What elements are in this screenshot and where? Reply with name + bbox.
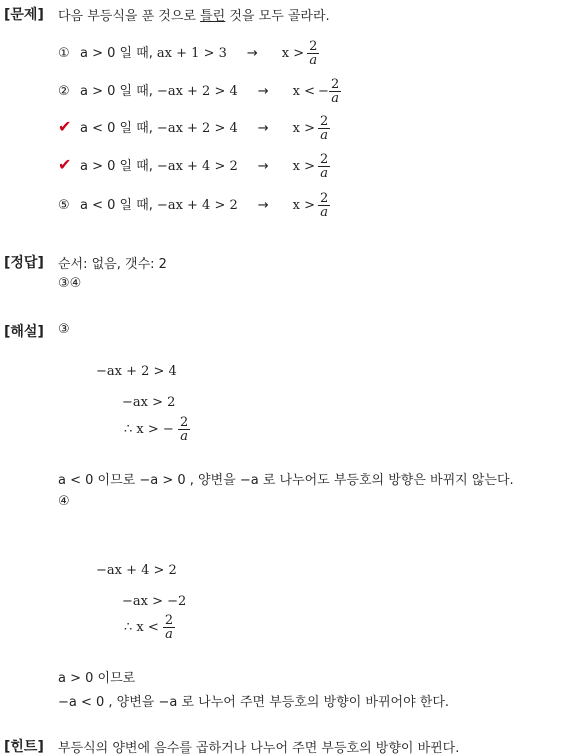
option-marker: ② <box>58 84 70 99</box>
option-inequality: −ax + 4 > 2 <box>156 159 238 174</box>
arrow-icon: → <box>257 121 269 136</box>
part1-step-2: −ax > 2 <box>122 395 176 410</box>
part2-note-1: a > 0 이므로 <box>58 671 136 686</box>
part2-step-3 <box>124 614 175 641</box>
option-inequality: −ax + 2 > 4 <box>156 121 238 136</box>
arrow-icon: → <box>246 46 258 61</box>
fraction-numerator: 2 <box>330 77 340 92</box>
option-inequality: ax + 1 > 3 <box>156 46 227 61</box>
arrow-icon: → <box>257 159 269 174</box>
option-row <box>58 115 330 142</box>
problem-label: [문제] <box>4 7 44 23</box>
answer-line-1: 순서: 없음, 갯수: 2 <box>58 257 167 272</box>
option-result-lhs: x > <box>292 198 316 213</box>
fraction-denominator: a <box>163 627 175 641</box>
part1-note: a < 0 이므로 −a > 0 , 양변을 −a 로 나누어도 부등호의 방향은 바뀌지 않는다. <box>58 473 514 488</box>
option-row <box>58 153 330 180</box>
fraction-denominator: a <box>307 53 319 67</box>
option-condition: a < 0 일 때, <box>80 198 153 213</box>
explanation-part1-marker: ③ <box>58 322 70 337</box>
option-result-lhs: x > <box>292 159 316 174</box>
hint-label: [힌트] <box>4 739 44 755</box>
option-condition: a < 0 일 때, <box>80 121 153 136</box>
option-result-fraction <box>318 192 330 219</box>
option-marker: ① <box>58 46 70 61</box>
fraction-numerator: 2 <box>179 415 189 430</box>
problem-text-before: 다음 부등식을 푼 것으로 <box>58 9 201 24</box>
part1-step-3-lhs: ∴ x > − <box>124 422 174 437</box>
fraction-denominator: a <box>318 128 330 142</box>
part2-step-1: −ax + 4 > 2 <box>96 563 177 578</box>
explanation-label: [해설] <box>4 324 44 340</box>
option-row <box>58 78 341 105</box>
part2-note-2: −a < 0 , 양변을 −a 로 나누어 주면 부등호의 방향이 바뀌어야 한다. <box>58 695 450 710</box>
answer-line-2: ③④ <box>58 276 82 291</box>
answer-label: [정답] <box>4 255 44 271</box>
fraction-numerator: 2 <box>320 191 329 206</box>
fraction-denominator: a <box>318 205 330 219</box>
fraction-denominator: a <box>318 166 330 180</box>
option-result-lhs: x < <box>292 84 316 99</box>
option-inequality: −ax + 2 > 4 <box>156 84 238 99</box>
fraction-numerator: 2 <box>309 39 318 54</box>
option-result-fraction <box>329 78 341 105</box>
option-result-fraction <box>318 115 330 142</box>
option-result-lhs: x > <box>292 121 316 136</box>
arrow-icon: → <box>257 198 269 213</box>
option-condition: a > 0 일 때, <box>80 46 153 61</box>
part1-step-3-fraction <box>178 416 190 443</box>
fraction-numerator: 2 <box>320 114 329 129</box>
option-row <box>58 192 330 219</box>
option-result-lhs: x > <box>281 46 305 61</box>
part1-step-1: −ax + 2 > 4 <box>96 364 177 379</box>
explanation-part2-marker: ④ <box>58 494 70 509</box>
fraction-numerator: 2 <box>320 152 329 167</box>
problem-text-underlined: 틀린 <box>200 9 226 24</box>
option-row <box>58 40 319 67</box>
option-marker: ⑤ <box>58 198 70 213</box>
part2-step-3-fraction <box>163 614 175 641</box>
fraction-denominator: a <box>178 429 190 443</box>
part2-step-2: −ax > −2 <box>122 594 187 609</box>
option-condition: a > 0 일 때, <box>80 84 153 99</box>
option-inequality: −ax + 4 > 2 <box>156 198 238 213</box>
check-icon: ✔ <box>58 117 72 136</box>
check-icon: ✔ <box>58 155 72 174</box>
problem-text <box>58 5 330 24</box>
hint-text: 부등식의 양변에 음수를 곱하거나 나누어 주면 부등호의 방향이 바뀐다. <box>58 741 460 756</box>
option-result-sign: − <box>318 84 329 99</box>
option-condition: a > 0 일 때, <box>80 159 153 174</box>
part2-step-3-lhs: ∴ x < <box>124 620 159 635</box>
fraction-denominator: a <box>329 91 341 105</box>
option-result-fraction <box>318 153 330 180</box>
option-result-fraction <box>307 40 319 67</box>
part1-step-3 <box>124 416 190 443</box>
problem-text-after: 것을 모두 골라라. <box>225 9 330 24</box>
fraction-numerator: 2 <box>164 613 174 628</box>
arrow-icon: → <box>257 84 269 99</box>
